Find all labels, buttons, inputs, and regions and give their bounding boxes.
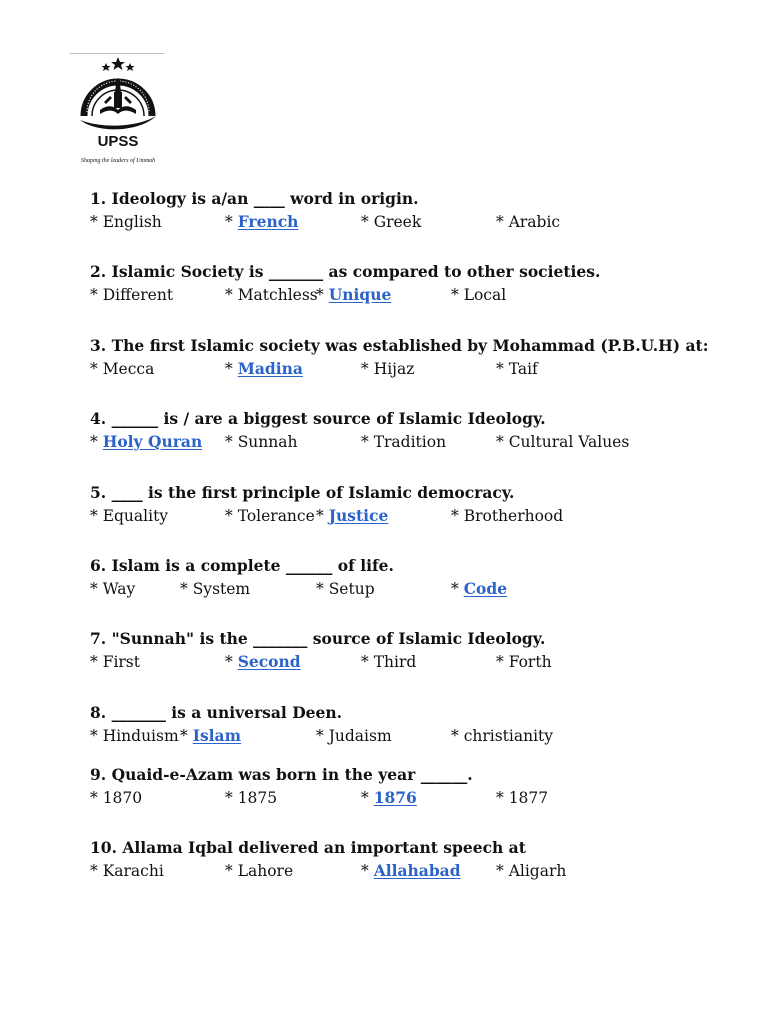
option — [90, 724, 179, 748]
option-label: Equality — [102, 507, 169, 525]
option — [90, 357, 154, 381]
bullet-star: * — [90, 727, 103, 745]
bullet-star: * — [451, 727, 464, 745]
bullet-star: * — [496, 789, 509, 807]
option — [316, 577, 375, 601]
bullet-star: * — [361, 862, 374, 880]
option — [225, 283, 318, 307]
option-label: Karachi — [102, 862, 164, 880]
option-label: Arabic — [508, 213, 561, 231]
option-row — [90, 724, 730, 748]
bullet-star: * — [496, 653, 509, 671]
option — [90, 504, 168, 528]
bullet-star: * — [90, 213, 103, 231]
option-label: Aligarh — [508, 862, 567, 880]
bullet-star: * — [225, 789, 238, 807]
option-label: Brotherhood — [463, 507, 564, 525]
logo-abbr: UPSS — [97, 133, 139, 150]
bullet-star: * — [90, 433, 103, 451]
option-row — [90, 357, 730, 381]
option — [496, 430, 629, 454]
correct-option-label: Code — [463, 579, 508, 598]
correct-option — [361, 859, 498, 883]
option-label: christianity — [463, 727, 554, 745]
option — [451, 504, 563, 528]
correct-option — [225, 650, 301, 674]
question-text: 8. _______ is a universal Deen. — [90, 703, 343, 722]
option — [90, 786, 142, 810]
question-text: 6. Islam is a complete ______ of life. — [90, 556, 394, 575]
option — [90, 859, 164, 883]
option-label: Forth — [508, 653, 552, 671]
option-label: Mecca — [102, 360, 155, 378]
option — [496, 786, 548, 810]
bullet-star: * — [361, 360, 374, 378]
option-row — [90, 650, 730, 674]
option — [90, 210, 162, 234]
school-logo — [70, 54, 166, 170]
bullet-star: * — [225, 286, 238, 304]
bullet-star: * — [90, 286, 103, 304]
option — [361, 210, 421, 234]
question-2 — [90, 261, 730, 307]
option — [225, 504, 315, 528]
option-label: 1877 — [508, 789, 549, 807]
option-label: Lahore — [237, 862, 294, 880]
option — [316, 724, 392, 748]
question-6 — [90, 555, 730, 601]
option — [90, 283, 173, 307]
option-label: Judaism — [328, 727, 392, 745]
option-label: Hijaz — [373, 360, 415, 378]
option-label: Tolerance — [237, 507, 315, 525]
correct-option-label: Justice — [328, 506, 389, 525]
option-label: Local — [463, 286, 507, 304]
bullet-star: * — [225, 213, 238, 231]
bullet-star: * — [451, 580, 464, 598]
option-label: Cultural Values — [508, 433, 630, 451]
option — [451, 724, 553, 748]
option — [90, 650, 140, 674]
bullet-star: * — [316, 580, 329, 598]
option — [496, 210, 560, 234]
option — [361, 357, 414, 381]
correct-option — [180, 724, 241, 748]
option-label: Way — [102, 580, 136, 598]
bullet-star: * — [90, 360, 103, 378]
question-1 — [90, 188, 730, 234]
question-text: 2. Islamic Society is _______ as compared to other societies. — [90, 262, 601, 281]
option — [225, 786, 277, 810]
option — [180, 577, 250, 601]
option-label: 1875 — [237, 789, 278, 807]
question-4 — [90, 408, 730, 454]
option-row — [90, 577, 730, 601]
option — [225, 430, 297, 454]
question-text: 3. The first Islamic society was established by Mohammad (P.B.U.H) at: — [90, 336, 709, 355]
correct-option — [316, 504, 388, 528]
bullet-star: * — [496, 433, 509, 451]
bullet-star: * — [451, 286, 464, 304]
option-label: Taif — [508, 360, 538, 378]
option-label: Greek — [373, 213, 422, 231]
question-text: 9. Quaid-e-Azam was born in the year ______. — [90, 765, 473, 784]
question-text: 5. ____ is the first principle of Islamic democracy. — [90, 483, 515, 502]
correct-option — [451, 577, 507, 601]
bullet-star: * — [90, 862, 103, 880]
option-row — [90, 859, 730, 883]
option-row — [90, 210, 730, 234]
correct-option — [90, 430, 202, 454]
bullet-star: * — [316, 286, 329, 304]
correct-option — [225, 210, 298, 234]
bullet-star: * — [496, 360, 509, 378]
question-7 — [90, 628, 730, 674]
bullet-star: * — [361, 789, 374, 807]
option-row — [90, 504, 730, 528]
bullet-star: * — [361, 213, 374, 231]
correct-option-label: Holy Quran — [102, 432, 203, 451]
option — [496, 859, 566, 883]
option-row — [90, 786, 730, 810]
question-8 — [90, 702, 730, 748]
option-row — [90, 430, 730, 454]
correct-option-label: French — [237, 212, 299, 231]
question-text: 4. ______ is / are a biggest source of Islamic Ideology. — [90, 409, 546, 428]
correct-option — [316, 283, 391, 307]
logo-tagline: Shaping the leaders of Ummah — [80, 158, 156, 164]
bullet-star: * — [316, 727, 329, 745]
bullet-star: * — [451, 507, 464, 525]
option-row — [90, 283, 730, 307]
option-label: Sunnah — [237, 433, 298, 451]
bullet-star: * — [90, 653, 103, 671]
bullet-star: * — [496, 862, 509, 880]
bullet-star: * — [225, 653, 238, 671]
question-10 — [90, 837, 730, 883]
question-3 — [90, 335, 730, 381]
bullet-star: * — [316, 507, 329, 525]
bullet-star: * — [90, 789, 103, 807]
option-label: First — [102, 653, 140, 671]
correct-option — [225, 357, 303, 381]
option — [451, 283, 506, 307]
question-text: 7. "Sunnah" is the _______ source of Islamic Ideology. — [90, 629, 546, 648]
correct-option — [361, 786, 417, 810]
bullet-star: * — [225, 433, 238, 451]
option-label: Matchless — [237, 286, 318, 304]
bullet-star: * — [361, 653, 374, 671]
bullet-star: * — [496, 213, 509, 231]
option — [496, 650, 552, 674]
option — [361, 650, 416, 674]
bullet-star: * — [225, 862, 238, 880]
correct-option-label: Second — [237, 652, 301, 671]
bullet-star: * — [180, 727, 193, 745]
option-label: Setup — [328, 580, 375, 598]
correct-option-label: 1876 — [373, 788, 417, 807]
question-9 — [90, 764, 730, 810]
option-label: System — [192, 580, 251, 598]
option-label: Tradition — [373, 433, 447, 451]
option — [496, 357, 538, 381]
correct-option-label: Islam — [192, 726, 241, 745]
option-label: Different — [102, 286, 174, 304]
bullet-star: * — [225, 507, 238, 525]
bullet-star: * — [225, 360, 238, 378]
option-label: 1870 — [102, 789, 143, 807]
correct-option-label: Allahabad — [373, 861, 461, 880]
bullet-star: * — [361, 433, 374, 451]
bullet-star: * — [90, 580, 103, 598]
option — [225, 859, 293, 883]
option-label: English — [102, 213, 162, 231]
bullet-star: * — [180, 580, 193, 598]
question-text: 10. Allama Iqbal delivered an important speech at — [90, 838, 526, 857]
question-5 — [90, 482, 730, 528]
bullet-star: * — [90, 507, 103, 525]
option-label: Third — [373, 653, 417, 671]
correct-option-label: Unique — [328, 285, 392, 304]
question-text: 1. Ideology is a/an ____ word in origin. — [90, 189, 419, 208]
option — [90, 577, 135, 601]
option — [361, 430, 446, 454]
option-label: Hinduism — [102, 727, 179, 745]
correct-option-label: Madina — [237, 359, 303, 378]
